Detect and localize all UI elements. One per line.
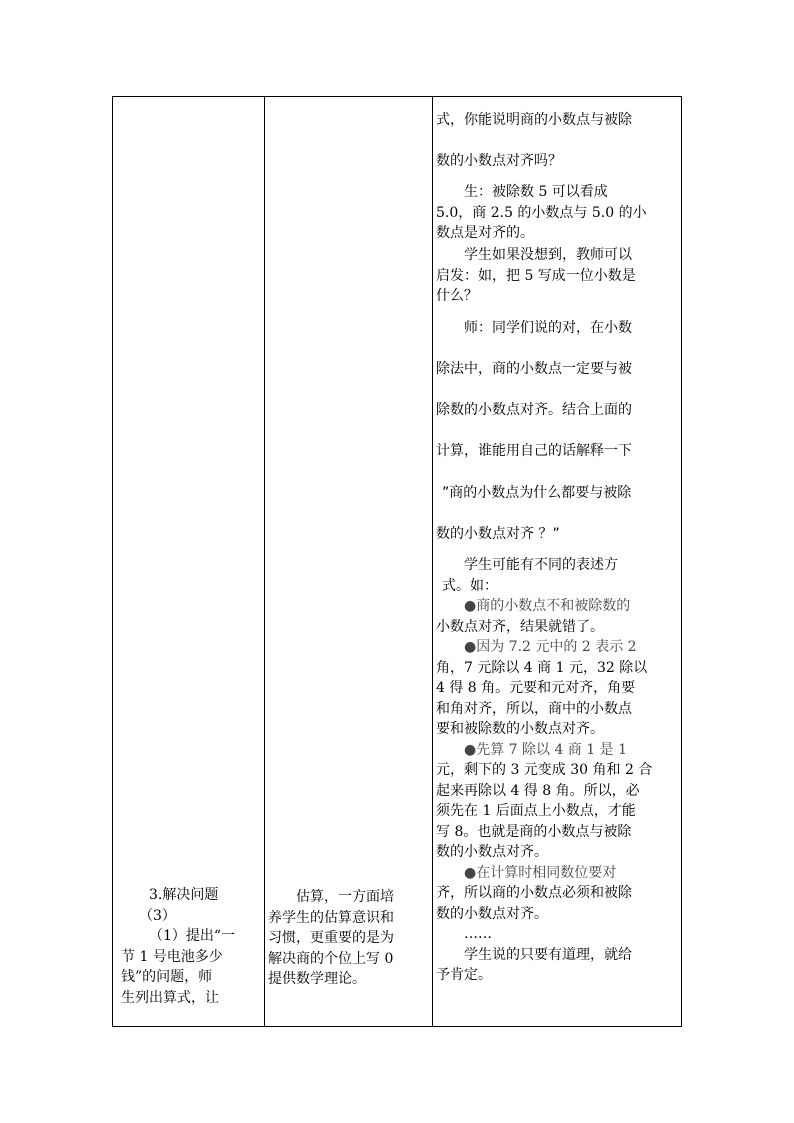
- process-line: 节 1 号电池多少: [121, 948, 223, 965]
- intent-line: 估算，一方面培: [296, 889, 394, 905]
- bullet-item: ●商的小数点不和被除数的: [464, 598, 631, 614]
- teacher-line: 除法中，商的小数点一定要与被: [436, 361, 632, 377]
- response-line: 式。如：: [442, 577, 498, 594]
- process-line: 生列出算式，让: [121, 989, 219, 1006]
- bullet-item: 和角对齐，所以，商中的小数点: [436, 700, 632, 717]
- bullet-item: 齐，所以商的小数点必须和被除: [436, 885, 632, 901]
- hint-line: 启发：如，把 5 写成一位小数是: [436, 267, 636, 284]
- intent-line: 解决商的个位上写 0: [268, 950, 394, 967]
- section-number: （3）: [139, 907, 176, 924]
- bullet-item: 元，剩下的 3 元变成 30 角和 2 合: [436, 762, 653, 778]
- bullet-item: 数的小数点对齐。: [436, 905, 548, 922]
- intent-line: 养学生的估算意识和: [268, 909, 394, 926]
- teacher-line: 计算，谁能用自己的话解释一下: [436, 443, 632, 459]
- teacher-line: 师：同学们说的对，在小数: [464, 320, 632, 336]
- question-line: 数的小数点对齐吗？: [436, 153, 562, 169]
- lesson-table: [112, 96, 682, 1027]
- bullet-item: 小数点对齐，结果就错了。: [436, 618, 604, 635]
- bullet-item: 写 8。也就是商的小数点与被除: [436, 823, 632, 840]
- answer-line: 5.0，商 2.5 的小数点与 5.0 的小: [436, 204, 647, 221]
- student-responses: [436, 555, 676, 986]
- teacher-hint: [436, 245, 676, 307]
- bullet-item: 起来再除以 4 得 8 角。所以，必: [436, 782, 640, 799]
- response-line: 学生可能有不同的表述方: [464, 557, 618, 573]
- section-heading: 3.解决问题: [149, 887, 219, 903]
- bullet-item: ●在计算时相同数位要对: [464, 864, 617, 881]
- intent-cell: [268, 887, 418, 990]
- process-cell: [113, 885, 263, 1008]
- bullet-item: 要和被除数的小数点对齐。: [436, 721, 604, 737]
- answer-line: 生：被除数 5 可以看成: [464, 184, 608, 200]
- teacher-line: 除数的小数点对齐。结合上面的: [436, 402, 632, 418]
- bullet-item: ●因为 7.2 元中的 2 表示 2: [464, 639, 637, 655]
- process-line: （1）提出“一: [149, 928, 236, 944]
- intent-line: 提供数学理论。: [268, 971, 366, 987]
- bullet-item: 数的小数点对齐。: [436, 844, 548, 860]
- bullet-item: ●先算 7 除以 4 商 1 是 1: [464, 741, 627, 758]
- bullet-item: 须先在 1 后面点上小数点，才能: [436, 803, 636, 819]
- intent-line: 习惯，更重要的是为: [268, 930, 394, 946]
- question-line: 式，你能说明商的小数点与被除: [436, 112, 632, 128]
- answer-line: 数点是对齐的。: [436, 225, 534, 241]
- hint-line: 学生如果没想到，教师可以: [464, 247, 632, 263]
- student-answer: [436, 182, 676, 244]
- column-divider-2: [432, 97, 433, 1026]
- teacher-line: ”商的小数点为什么都要与被除: [442, 485, 632, 501]
- conclusion-line: 学生说的只要有道理，就给: [464, 946, 632, 963]
- bullet-item: 角，7 元除以 4 商 1 元，32 除以: [436, 659, 648, 676]
- bullet-item: 4 得 8 角。元要和元对齐，角要: [436, 680, 636, 696]
- teacher-line: 数的小数点对齐 ？”: [436, 526, 560, 542]
- conclusion-line: 予肯定。: [436, 967, 492, 983]
- process-line: 钱”的问题，师: [121, 969, 213, 985]
- ellipsis: ……: [464, 926, 492, 942]
- column-divider-1: [264, 97, 265, 1026]
- hint-line: 什么？: [436, 288, 478, 304]
